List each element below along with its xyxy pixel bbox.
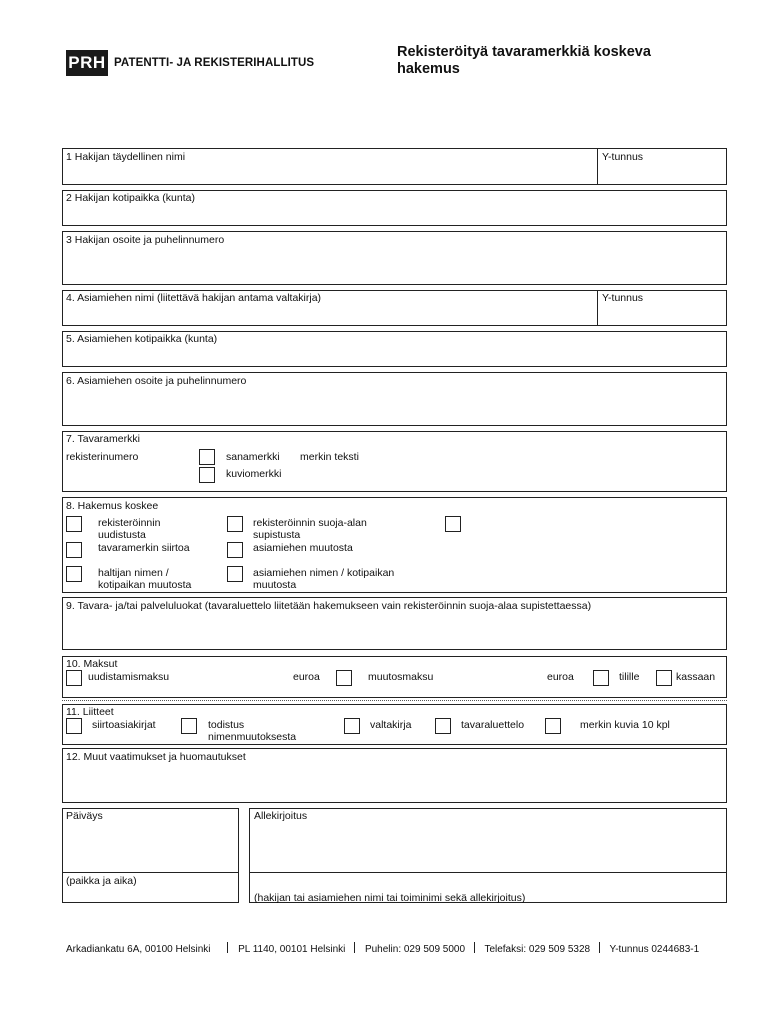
renewal-label: rekisteröinnin uudistusta <box>98 517 161 541</box>
extra-checkbox[interactable] <box>445 516 461 532</box>
prh-logo-mark: PRH <box>66 50 108 76</box>
mark-images-label: merkin kuvia 10 kpl <box>580 719 670 731</box>
account-payment-checkbox[interactable] <box>593 670 609 686</box>
footer <box>66 942 699 956</box>
signature-field[interactable] <box>249 808 727 903</box>
divider <box>249 872 727 873</box>
section-6-label: 6. Asiamiehen osoite ja puhelinnumero <box>66 375 247 387</box>
separator <box>62 700 727 701</box>
kuviomerkki-checkbox[interactable] <box>199 467 215 483</box>
registration-number-label: rekisterinumero <box>66 451 139 463</box>
page-title-line2: hakemus <box>397 61 460 77</box>
footer-address: Arkadiankatu 6A, 00100 Helsinki <box>66 944 211 955</box>
footer-fax: Telefaksi: 029 509 5328 <box>484 944 591 955</box>
change-fee-label: muutosmaksu <box>368 671 434 683</box>
agent-change-checkbox[interactable] <box>227 542 243 558</box>
name-change-cert-label: todistus nimenmuutoksesta <box>208 719 297 743</box>
section-9-label: 9. Tavara- ja/tai palveluluokat (tavaraluettelo liitetään hakemukseen vain rekisteröinnin suoja-alaa supistettaessa) <box>66 600 592 612</box>
date-field[interactable] <box>62 808 239 903</box>
section-12-label: 12. Muut vaatimukset ja huomautukset <box>66 751 246 763</box>
renewal-fee-label: uudistamismaksu <box>88 671 170 683</box>
section-1-label: 1 Hakijan täydellinen nimi <box>66 151 186 163</box>
transfer-label: tavaramerkin siirtoa <box>98 542 190 554</box>
prh-logo <box>66 50 315 76</box>
change-fee-checkbox[interactable] <box>336 670 352 686</box>
renewal-fee-euro-label: euroa <box>293 671 320 683</box>
sanamerkki-label: sanamerkki <box>226 451 280 463</box>
divider <box>597 290 598 326</box>
holder-name-change-label: haltijan nimen / kotipaikan muutosta <box>98 567 192 591</box>
agent-change-label: asiamiehen muutosta <box>253 542 353 554</box>
place-and-time-label: (paikka ja aika) <box>66 875 137 887</box>
prh-logo-text: PATENTTI- JA REKISTERIHALLITUS <box>114 57 315 69</box>
power-of-attorney-label: valtakirja <box>370 719 412 731</box>
goods-list-label: tavaraluettelo <box>461 719 525 731</box>
section-4-ytunnus-label: Y-tunnus <box>602 292 644 304</box>
goods-list-checkbox[interactable] <box>435 718 451 734</box>
cash-payment-checkbox[interactable] <box>656 670 672 686</box>
signature-note: (hakijan tai asiamiehen nimi tai toiminimi sekä allekirjoitus) <box>254 892 526 904</box>
divider <box>474 942 475 953</box>
section-8-label: 8. Hakemus koskee <box>66 500 159 512</box>
divider <box>599 942 600 953</box>
signature-label: Allekirjoitus <box>254 810 308 822</box>
section-3-label: 3 Hakijan osoite ja puhelinnumero <box>66 234 225 246</box>
kuviomerkki-label: kuviomerkki <box>226 468 282 480</box>
scope-limitation-label: rekisteröinnin suoja-alan supistusta <box>253 517 367 541</box>
name-change-cert-checkbox[interactable] <box>181 718 197 734</box>
section-7-label: 7. Tavaramerkki <box>66 433 140 445</box>
transfer-docs-label: siirtoasiakirjat <box>92 719 156 731</box>
divider <box>597 148 598 185</box>
footer-phone: Puhelin: 029 509 5000 <box>364 944 466 955</box>
holder-name-change-checkbox[interactable] <box>66 566 82 582</box>
agent-name-change-label: asiamiehen nimen / kotipaikan muutosta <box>253 567 395 591</box>
footer-po-box: PL 1140, 00101 Helsinki <box>238 944 346 955</box>
divider <box>62 872 239 873</box>
transfer-docs-checkbox[interactable] <box>66 718 82 734</box>
section-10-label: 10. Maksut <box>66 658 118 670</box>
scope-limitation-checkbox[interactable] <box>227 516 243 532</box>
change-fee-euro-label: euroa <box>547 671 574 683</box>
sanamerkki-checkbox[interactable] <box>199 449 215 465</box>
transfer-checkbox[interactable] <box>66 542 82 558</box>
section-5-label: 5. Asiamiehen kotipaikka (kunta) <box>66 333 218 345</box>
agent-name-change-checkbox[interactable] <box>227 566 243 582</box>
section-7-box <box>62 431 727 492</box>
merkin-teksti-label: merkin teksti <box>300 451 359 463</box>
section-11-label: 11. Liitteet <box>66 706 114 718</box>
footer-ytunnus: Y-tunnus 0244683-1 <box>609 944 700 955</box>
cash-payment-label: kassaan <box>676 671 716 683</box>
divider <box>354 942 355 953</box>
account-payment-label: tilille <box>619 671 640 683</box>
page-title-line1: Rekisteröityä tavaramerkkiä koskeva <box>397 44 651 60</box>
section-2-label: 2 Hakijan kotipaikka (kunta) <box>66 192 195 204</box>
renewal-fee-checkbox[interactable] <box>66 670 82 686</box>
power-of-attorney-checkbox[interactable] <box>344 718 360 734</box>
date-label: Päiväys <box>66 810 103 822</box>
mark-images-checkbox[interactable] <box>545 718 561 734</box>
divider <box>227 942 228 953</box>
section-1-ytunnus-label: Y-tunnus <box>602 151 644 163</box>
renewal-checkbox[interactable] <box>66 516 82 532</box>
page-title <box>397 44 651 78</box>
section-4-label: 4. Asiamiehen nimi (liitettävä hakijan antama valtakirja) <box>66 292 322 304</box>
